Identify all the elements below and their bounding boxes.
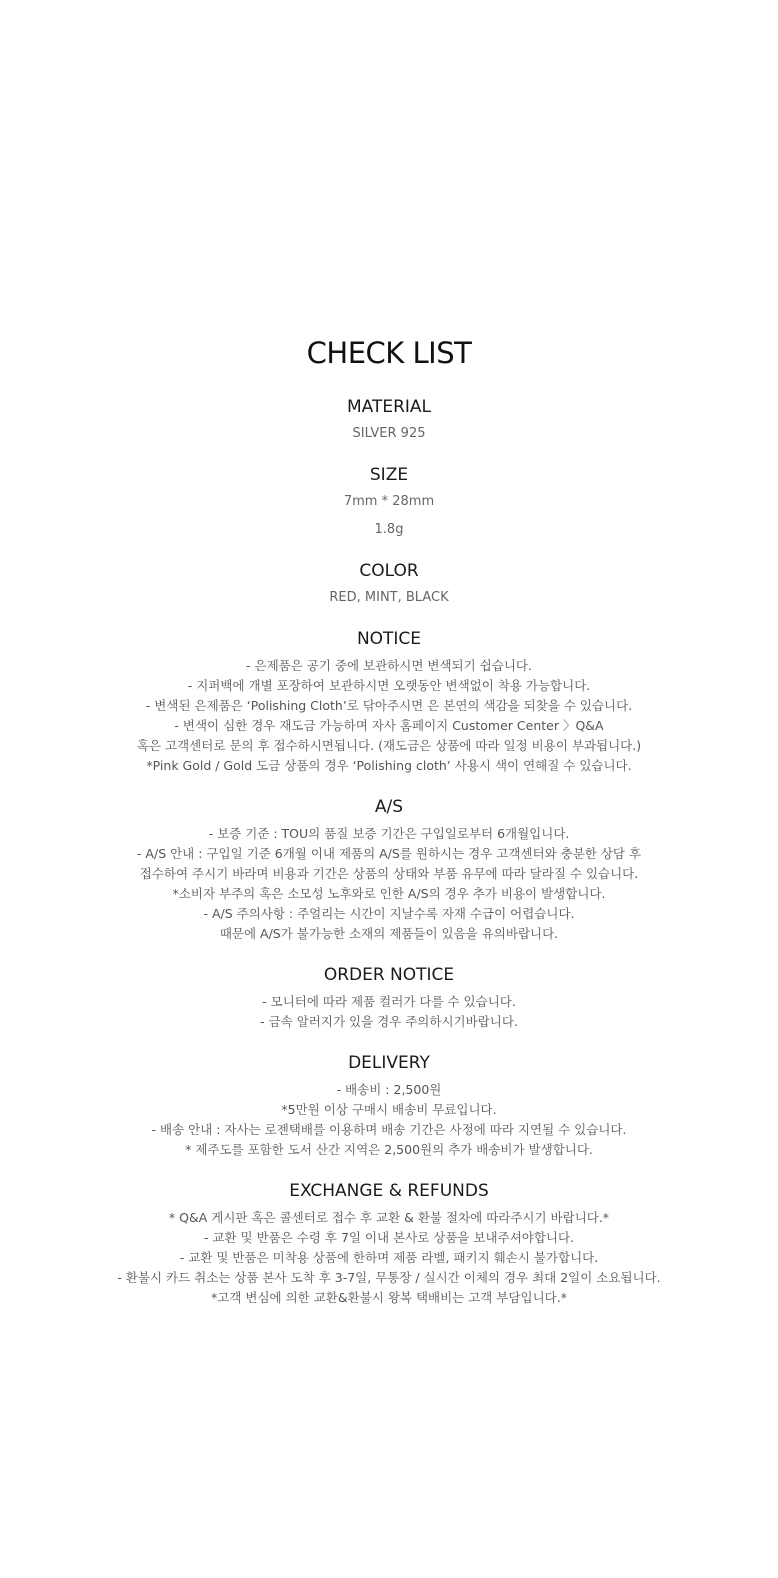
exchange-line: - 교환 및 반품은 미착용 상품에 한하며 제품 라벨, 패키지 훼손시 불가합니다. [179, 1250, 599, 1265]
as-line: 때문에 A/S가 불가능한 소재의 제품들이 있음을 유의바랍니다. [219, 926, 559, 941]
material-value: SILVER 925 [352, 426, 426, 441]
section-size [0, 462, 778, 540]
size-weight: 1.8g [374, 522, 404, 537]
exchange-line: *고객 변심에 의한 교환&환불시 왕복 택배비는 고객 부담입니다.* [211, 1290, 567, 1305]
as-line: - A/S 주의사항 : 주얼리는 시간이 지날수록 자재 수급이 어렵습니다. [203, 906, 575, 921]
delivery-line: * 제주도를 포함한 도서 산간 지역은 2,500원의 추가 배송비가 발생합니다. [185, 1142, 593, 1157]
order-notice-line: - 금속 알러지가 있을 경우 주의하시기바랍니다. [260, 1014, 518, 1029]
as-line: - 보증 기준 : TOU의 품질 보증 기간은 구입일로부터 6개월입니다. [208, 826, 570, 841]
section-exchange-refunds [0, 1178, 778, 1308]
section-as [0, 794, 778, 944]
size-dimensions: 7mm * 28mm [343, 494, 435, 509]
as-line: - A/S 안내 : 구입일 기준 6개월 이내 제품의 A/S를 원하시는 경우 고객센터와 충분한 상담 후 [136, 846, 642, 861]
section-title-as: A/S [374, 797, 404, 817]
delivery-line: - 배송비 : 2,500원 [336, 1082, 442, 1097]
section-material [0, 394, 778, 444]
delivery-line: - 배송 안내 : 자사는 로젠택배를 이용하며 배송 기간은 사정에 따라 지연될 수 있습니다. [151, 1122, 627, 1137]
color-value: RED, MINT, BLACK [329, 590, 449, 605]
as-line: *소비자 부주의 혹은 소모성 노후와로 인한 A/S의 경우 추가 비용이 발생합니다. [172, 886, 606, 901]
section-color [0, 558, 778, 608]
exchange-line: - 교환 및 반품은 수령 후 7일 이내 본사로 상품을 보내주셔야합니다. [203, 1230, 575, 1245]
section-title-delivery: DELIVERY [348, 1053, 430, 1073]
notice-line: - 지퍼백에 개별 포장하여 보관하시면 오랫동안 변색없이 착용 가능합니다. [187, 678, 591, 693]
section-title-notice: NOTICE [356, 629, 422, 649]
exchange-line: * Q&A 게시판 혹은 콜센터로 접수 후 교환 & 환불 절차에 따라주시기 바랍니다.* [168, 1210, 610, 1225]
notice-line: 혹은 고객센터로 문의 후 접수하시면됩니다. (재도금은 상품에 따라 일정 비용이 부과됩니다.) [136, 738, 642, 753]
page-title: CHECK LIST [306, 336, 472, 370]
notice-line: *Pink Gold / Gold 도금 상품의 경우 ‘Polishing cloth’ 사용시 색이 연해질 수 있습니다. [146, 758, 632, 773]
section-title-exchange-refunds: EXCHANGE & REFUNDS [289, 1181, 489, 1201]
section-notice [0, 626, 778, 776]
section-title-material: MATERIAL [346, 397, 432, 417]
as-line: 접수하여 주시기 바라며 비용과 기간은 상품의 상태와 부품 유무에 따라 달라질 수 있습니다. [139, 866, 639, 881]
section-title-size: SIZE [369, 465, 409, 485]
notice-line: - 변색이 심한 경우 재도금 가능하며 자사 홈페이지 Customer Center 〉Q&A [174, 718, 604, 733]
check-list [0, 330, 778, 1326]
order-notice-line: - 모니터에 따라 제품 컬러가 다를 수 있습니다. [262, 994, 516, 1009]
exchange-line: - 환불시 카드 취소는 상품 본사 도착 후 3-7일, 무통장 / 실시간 이체의 경우 최대 2일이 소요됩니다. [117, 1270, 661, 1285]
notice-line: - 은제품은 공기 중에 보관하시면 변색되기 쉽습니다. [246, 658, 532, 673]
delivery-line: *5만원 이상 구매시 배송비 무료입니다. [281, 1102, 497, 1117]
section-order-notice [0, 962, 778, 1032]
section-title-order-notice: ORDER NOTICE [323, 965, 455, 985]
notice-line: - 변색된 은제품은 ‘Polishing Cloth’로 닦아주시면 은 본연의 색감을 되찾을 수 있습니다. [145, 698, 633, 713]
section-title-color: COLOR [359, 561, 419, 581]
section-delivery [0, 1050, 778, 1160]
